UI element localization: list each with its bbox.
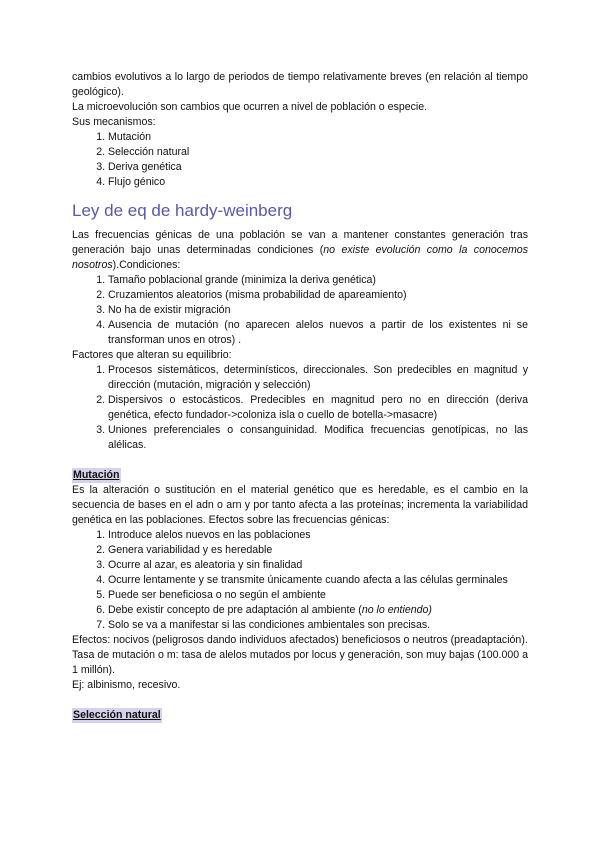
example-text: Ej: albinismo, recesivo. xyxy=(72,679,181,691)
list-item: 3. Deriva genética xyxy=(108,160,528,175)
mutacion-paragraph: Es la alteración o sustitución en el material genético que es heredable, es el cambio en la secuencia de bases en el adn o arn y por tanto afecta a las proteínas; incrementa la variabilidad genética en las poblaciones. Efectos sobre las frecuencias génicas: xyxy=(72,484,528,526)
hw-para-italic: no existe evolución como la conocemos nosotros xyxy=(72,244,528,271)
hw-paragraph xyxy=(72,228,528,273)
list-item: 4. Flujo génico xyxy=(108,175,528,190)
intro-text-1: cambios evolutivos a lo largo de periodos de tiempo relativamente breves (en relación al tiempo geológico). xyxy=(72,71,528,98)
tasa-text: Tasa de mutación o m: tasa de alelos mutados por locus y generación, son muy bajas (100.000 a 1 millón). xyxy=(72,649,528,676)
list-item: 7. Solo se va a manifestar si las condiciones ambientales son precisas. xyxy=(108,618,528,633)
intro-text-2: La microevolución son cambios que ocurren a nivel de población o especie. xyxy=(72,101,428,113)
hardy-weinberg-heading: Ley de eq de hardy-weinberg xyxy=(72,201,293,220)
list-item xyxy=(108,603,528,618)
mutacion-heading-row xyxy=(72,468,528,483)
seleccion-heading-row xyxy=(72,708,528,723)
list-item: 2. Dispersivos o estocásticos. Predecibles en magnitud pero no en dirección (deriva genética, efecto fundador->coloniza isla o cuello de botella->masacre) xyxy=(108,393,528,423)
list-item: 2. Genera variabilidad y es heredable xyxy=(108,543,528,558)
mechanisms-intro: Sus mecanismos: xyxy=(72,116,156,128)
factors-list xyxy=(72,363,528,453)
hw-para-start: Las frecuencias génicas de una población se van a mantener constantes generación tras generación bajo unas determinadas condiciones ( xyxy=(72,229,528,256)
list-item: 1. Introduce alelos nuevos en las poblaciones xyxy=(108,528,528,543)
effect6-text: Debe existir concepto de pre adaptación al ambiente ( xyxy=(108,604,362,616)
list-item: 2. Cruzamientos aleatorios (misma probabilidad de apareamiento) xyxy=(108,288,528,303)
hw-para-end: ).Condiciones: xyxy=(112,259,181,271)
list-item: 3. Uniones preferenciales o consanguinidad. Modifica frecuencias genotípicas, no las alélicas. xyxy=(108,423,528,453)
list-item: 3. No ha de existir migración xyxy=(108,303,528,318)
effect6-italic: no lo entiendo) xyxy=(361,604,432,616)
list-item: 2. Selección natural xyxy=(108,145,528,160)
mechanisms-list xyxy=(72,130,528,190)
efectos-text: Efectos: nocivos (peligrosos dando individuos afectados) beneficiosos o neutros (preadaptación). xyxy=(72,634,528,646)
list-item: 4. Ocurre lentamente y se transmite únicamente cuando afecta a las células germinales xyxy=(108,573,528,588)
list-item: 1. Tamaño poblacional grande (minimiza la deriva genética) xyxy=(108,273,528,288)
seleccion-heading: Selección natural xyxy=(73,709,161,721)
list-item: 4. Ausencia de mutación (no aparecen alelos nuevos a partir de los existentes ni se transforman unos en otros) . xyxy=(108,318,528,348)
list-item: 5. Puede ser beneficiosa o no según el ambiente xyxy=(108,588,528,603)
list-item: 1. Mutación xyxy=(108,130,528,145)
list-item: 1. Procesos sistemáticos, determinísticos, direccionales. Son predecibles en magnitud y dirección (mutación, migración y selección) xyxy=(108,363,528,393)
conditions-list xyxy=(72,273,528,348)
effects-list xyxy=(72,528,528,633)
list-item: 3. Ocurre al azar, es aleatoria y sin finalidad xyxy=(108,558,528,573)
document-page xyxy=(72,70,528,723)
mutacion-heading: Mutación xyxy=(73,469,120,481)
factors-intro: Factores que alteran su equilibrio: xyxy=(72,349,232,361)
